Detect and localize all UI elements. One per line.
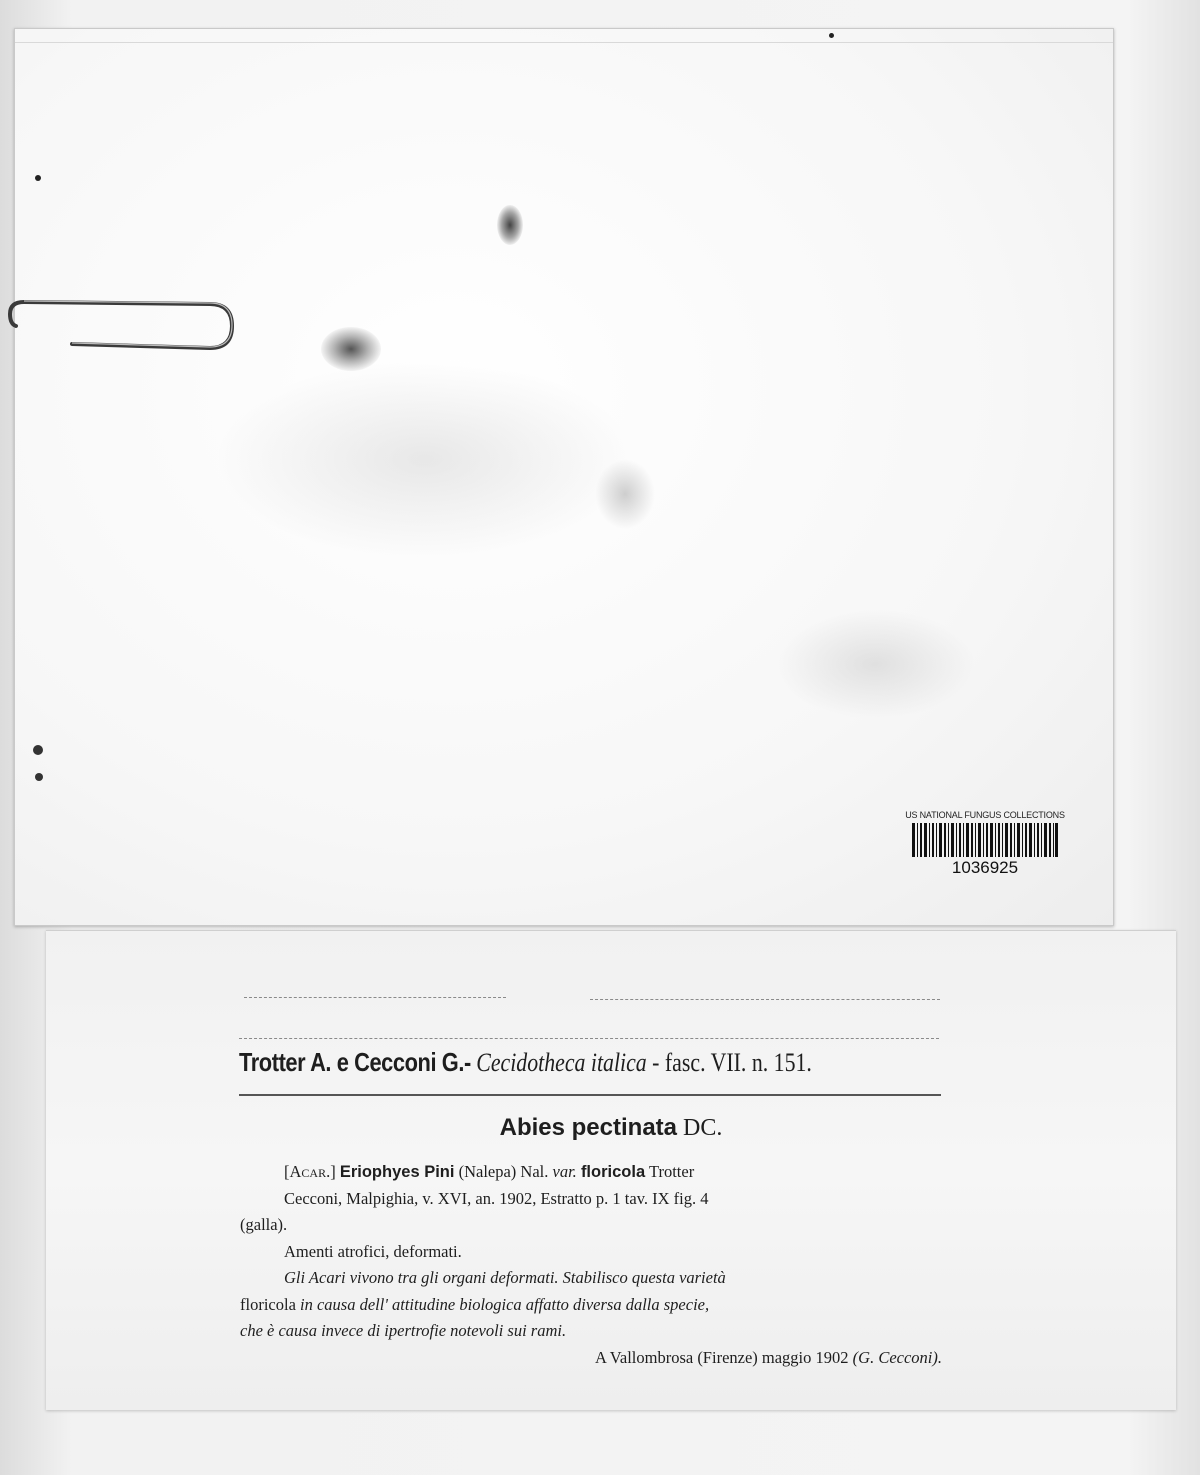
parasite-authority: (Nalepa) Nal. [458,1162,549,1181]
locality-line [240,1345,942,1372]
note-line [240,1292,942,1319]
specimen-packet [14,28,1114,926]
dot-mark [33,745,43,755]
stain-mark [595,459,655,529]
stain-mark [497,205,523,245]
exsiccata-authors: Trotter A. e Cecconi G.- [239,1047,471,1077]
paperclip-icon [4,294,240,360]
barcode-organization: US NATIONAL FUNGUS COLLECTIONS [905,810,1065,820]
decorative-rule [239,1038,939,1039]
collector: (G. Cecconi). [852,1347,942,1367]
packet-flap-edge [15,29,1113,43]
host-authority: DC. [683,1115,723,1141]
host-name: Abies pectinata [499,1114,678,1141]
dot-mark [35,773,43,781]
locality-date: A Vallombrosa (Firenze) maggio 1902 [594,1347,849,1367]
label-body [240,1159,942,1371]
exsiccata-fascicle-number: - fasc. VII. n. 151. [652,1048,812,1077]
exsiccata-label [46,930,1176,1410]
decorative-rule [244,997,506,998]
dot-mark [35,175,41,181]
citation-line-continued: (galla). [240,1215,288,1234]
parasite-rank: var. [552,1162,577,1181]
note-line: che è causa invece di ipertrofie notevoli sui rami. [240,1321,567,1340]
parasite-name: Eriophyes Pini [339,1163,455,1181]
decorative-rule [590,999,940,1000]
stain-mark [775,609,975,719]
barcode-icon [912,823,1058,857]
exsiccata-title [239,1047,835,1087]
note-text: in causa dell' attitudine biologica affatto diversa dalla specie, [300,1294,710,1314]
barcode-label [900,810,1070,882]
dot-mark [829,33,834,38]
parasite-variety: floricola [580,1163,646,1181]
note-variety-name: floricola [240,1294,296,1314]
barcode-number: 1036925 [951,858,1019,877]
citation-line: Cecconi, Malpighia, v. XVI, an. 1902, Estratto p. 1 tav. IX fig. 4 [284,1188,709,1208]
stain-mark [215,359,635,559]
parasite-line [240,1159,942,1186]
parasite-group: [Acar.] [284,1162,336,1181]
parasite-variety-authority: Trotter [648,1162,695,1181]
header-underline [239,1094,941,1096]
host-species-heading [46,1114,1176,1142]
exsiccata-work-title: Cecidotheca italica [476,1048,647,1077]
description-line: Amenti atrofici, deformati. [284,1241,462,1261]
note-line: Gli Acari vivono tra gli organi deformati. Stabilisco questa varietà [284,1268,726,1287]
